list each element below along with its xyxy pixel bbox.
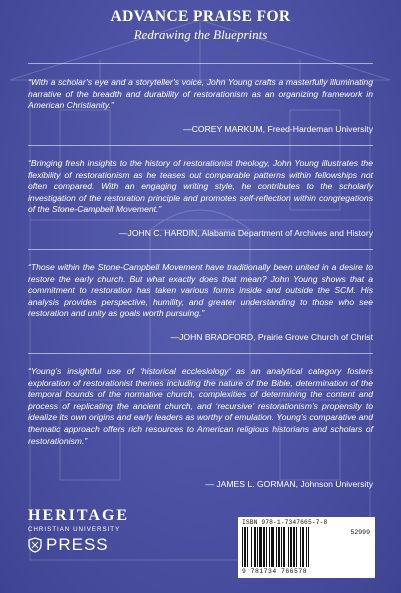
publisher-name: HERITAGE [28,507,130,524]
publisher-logo [28,507,129,555]
barcode-bars [242,527,340,567]
price-code: 52999 [350,529,370,536]
praise-quote-3: “Those within the Stone-Campbell Movement have traditionally been united in a desire to restore the early church. But what exactly does that mean? John Young shows that a commitment to restoration has taken various forms inside and outside the SCM. His analysis provides perspective, humility, and greater understanding to those who see restoration and unity as goals worth pursuing.” [28,262,373,319]
praise-quote-1: “With a scholar’s eye and a storyteller’s voice, John Young crafts a masterfully illuminating narrative of the breadth and durability of restorationism as an organizing framework in American Christianity.” [28,77,373,111]
praise-quote-4: “Young’s insightful use of ‘historical ecclesiology’ as an analytical category fosters exploration of restorationist themes including the nature of the Bible, determination of the temporal bounds of the normative church, complexities of determining the content and process of replicating the ancient church, and ‘recursive’ restorationism’s propensity to idealize its own origins and early leaders as worthy of emulation. Young’s comparative and thematic approach offers rich resources to American religious historians and scholars of restorationism.” [28,366,373,446]
barcode-digits: 9 781734 766578 [242,568,308,575]
divider [28,63,373,64]
publisher-press: PRESS [46,535,109,554]
divider [28,145,373,146]
praise-attribution-1: —COREY MARKUM, Freed-Hardeman University [183,124,373,134]
praise-header [0,8,401,43]
header-title: ADVANCE PRAISE FOR [110,8,291,25]
isbn-barcode [238,517,375,578]
isbn-text: ISBN 978-1-7347665-7-8 [242,519,328,526]
publisher-subname: CHRISTIAN UNIVERSITY [28,526,121,533]
shield-icon [28,537,42,553]
praise-attribution-2: —JOHN C. HARDIN, Alabama Department of Archives and History [118,228,373,238]
divider [28,249,373,250]
header-subtitle: Redrawing the Blueprints [133,27,268,42]
praise-attribution-3: —JOHN BRADFORD, Prairie Grove Church of Christ [170,332,373,342]
publisher-press-row [28,535,129,555]
divider [28,353,373,354]
praise-quote-2: “Bringing fresh insights to the history of restorationist theology, John Young illustrates the flexibility of restorationism as he teases out comparable patterns within fellowships not often compared. With an engaging writing style, he contributes to the scholarly investigation of the restoration principle and promotes self-reflection within congregations of the Stone-Campbell Movement.” [28,158,373,215]
praise-attribution-4: — JAMES L. GORMAN, Johnson University [205,479,373,489]
